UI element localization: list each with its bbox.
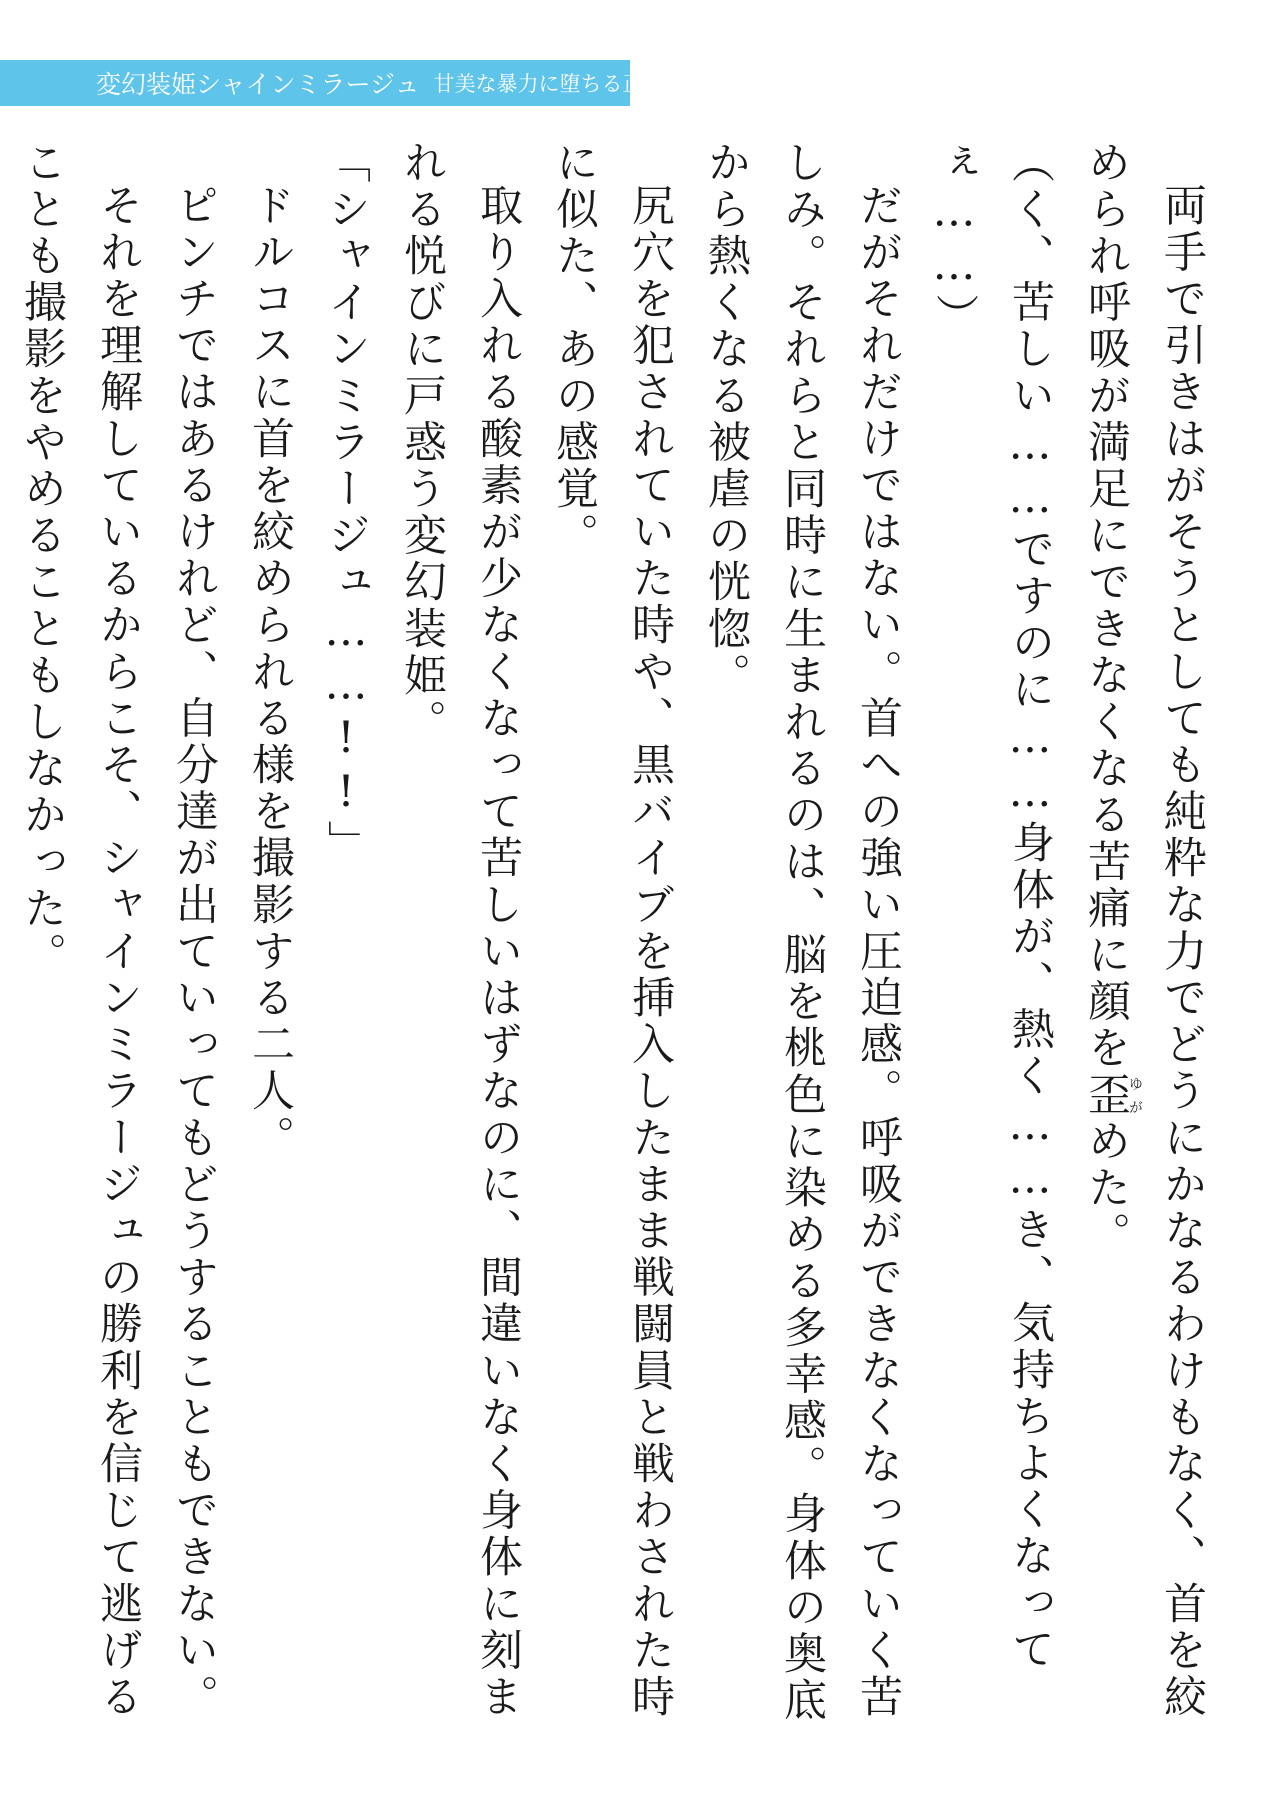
paragraph-3: だがそれだけではない。首への強い圧迫感。呼吸ができなくなっていく苦しみ。それらと同時に生まれるのは、脳を桃色に染める多幸感。身体の奥底から熱くなる被虐の恍惚。 bbox=[701, 140, 903, 1725]
running-header bbox=[0, 60, 665, 106]
book-title: 変幻装姫シャインミラージュ bbox=[96, 70, 420, 99]
ruby-base: 歪 bbox=[1081, 1072, 1131, 1119]
paragraph-1 bbox=[1068, 140, 1220, 1760]
paragraph-2-inner-thought: （く、苦しい……ですのに……身体が、熱く……き、気持ちよくなってぇ……） bbox=[929, 140, 1055, 1674]
paragraph-1-text-b: めた。 bbox=[1081, 1118, 1131, 1259]
paragraph-4: 尻穴を犯されていた時や、黒バイブを挿入したまま戦闘員と戦わされた時に似た、あの感覚。 bbox=[549, 140, 675, 1721]
book-subtitle: 甘美な暴力に堕ちる正義 bbox=[433, 72, 665, 96]
paragraph-7: ドルコスに首を絞められる様を撮影する二人。 bbox=[245, 183, 295, 1162]
ruby-reading: ゆが bbox=[1127, 1072, 1143, 1119]
paragraph-8: ピンチではあるけれど、自分達が出ていってもどうすることもできない。 bbox=[169, 183, 219, 1721]
paragraph-1-text-a: 両手で引きはがそうとしても純粋な力でどうにかなるわけもなく、首を絞められ呼吸が満足にできなくなる苦痛に顔を bbox=[1081, 140, 1207, 1721]
vertical-body-text bbox=[17, 140, 1220, 1760]
ruby-yuga bbox=[1081, 1072, 1143, 1119]
paragraph-5: 取り入れる酸素が少なくなって苦しいはずなのに、間違いなく身体に刻まれる悦びに戸惑う変幻装姫。 bbox=[397, 140, 523, 1721]
paragraph-9: それを理解しているからこそ、シャインミラージュの勝利を信じて逃げることも撮影をやめることもしなかった。 bbox=[17, 140, 143, 1721]
paragraph-6-dialogue: 「シャインミラージュ……!!」 bbox=[321, 140, 371, 867]
